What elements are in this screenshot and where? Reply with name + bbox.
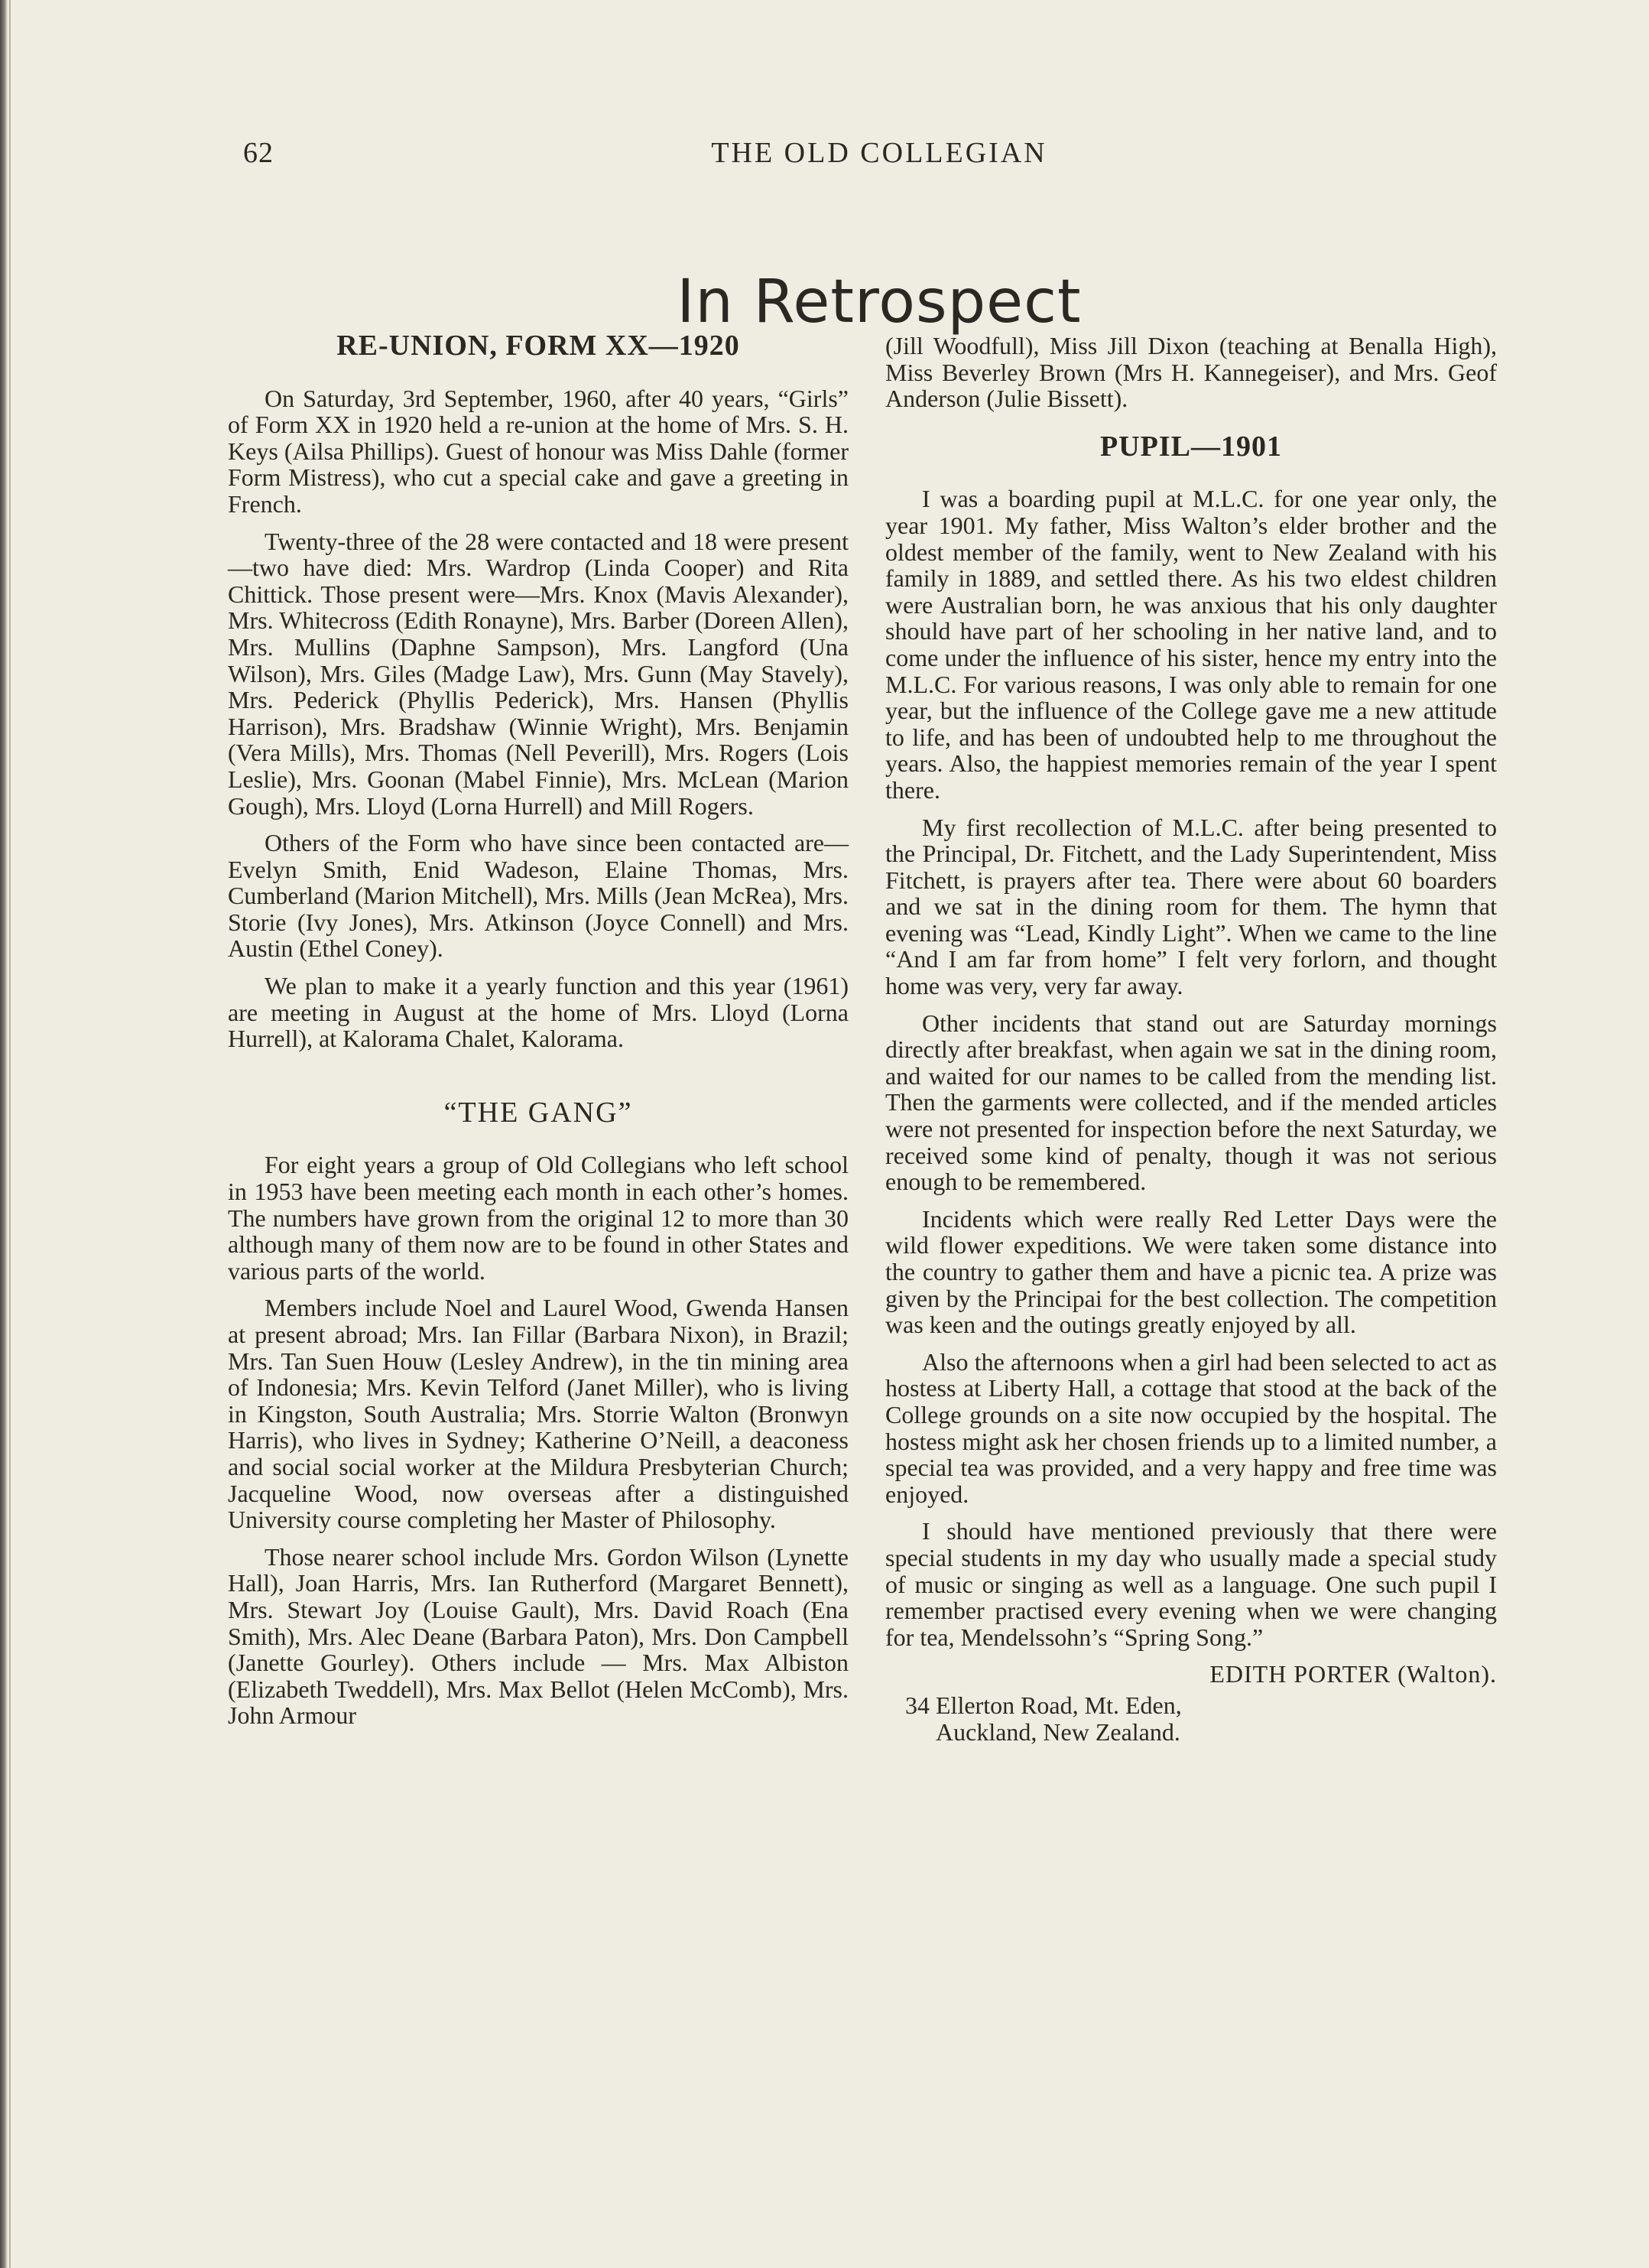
- article-title: In Retrospect: [677, 268, 1082, 337]
- reunion-paragraph: On Saturday, 3rd September, 1960, after 40 years, “Girls” of Form XX in 1920 held a re-union at the home of Mrs. S. H. Keys (Ailsa Phillips). Guest of honour was Miss Dahle (former Form Mistress), who cut a special cake and gave a greeting in French.: [228, 384, 849, 518]
- running-title: THE OLD COLLEGIAN: [711, 137, 1047, 169]
- gang-paragraph-continued: (Jill Woodfull), Miss Jill Dixon (teaching at Benalla High), Miss Beverley Brown (Mrs H. Kannegeiser), and Mrs. Geof Anderson (Julie Bissett).: [885, 332, 1497, 413]
- gang-paragraph: Those nearer school include Mrs. Gordon Wilson (Lynette Hall), Joan Harris, Mrs. Ian Rutherford (Margaret Bennett), Mrs. Stewart Joy (Louise Gault), Mrs. David Roach (Ena Smith), Mrs. Alec Deane (Barbara Paton), Mrs. Don Campbell (Janette Gourley). Others include — Mrs. Max Albiston (Elizabeth Tweddell), Mrs. Max Bellot (Helen McComb), Mrs. John Armour: [228, 1542, 849, 1730]
- gang-paragraph: Members include Noel and Laurel Wood, Gwenda Hansen at present abroad; Mrs. Ian Fillar (Barbara Nixon), in Brazil; Mrs. Tan Suen Houw (Lesley Andrew), in the tin mining area of Indonesia; Mrs. Kevin Telford (Janet Miller), who is living in Kingston, South Australia; Mrs. Storrie Walton (Bronwyn Harris), who lives in Sydney; Katherine O’Neill, a deaconess and social social worker at the Mildura Presbyterian Church; Jacqueline Wood, now overseas after a distinguished University course completing her Master of Philosophy.: [228, 1294, 849, 1534]
- reunion-paragraph: We plan to make it a yearly function and this year (1961) are meeting in August at the home of Mrs. Lloyd (Lorna Hurrell), at Kalorama Chalet, Kalorama.: [228, 972, 849, 1053]
- pupil-paragraph: Other incidents that stand out are Saturday mornings directly after breakfast, when again we sat in the dining room, and waited for our names to be called from the mending list. Then the garments were collected, and if the mended articles were not presented for inspection before the next Saturday, we received some kind of penalty, though it was not serious enough to be remembered.: [885, 1009, 1497, 1196]
- page-edge-line: [9, 0, 11, 2268]
- left-column: [228, 330, 849, 1740]
- page-spine-shadow: [0, 0, 8, 2268]
- author-address-line2: Auckland, New Zealand.: [936, 1717, 1180, 1746]
- reunion-paragraph: Others of the Form who have since been contacted are—Evelyn Smith, Enid Wadeson, Elaine Thomas, Mrs. Cumberland (Marion Mitchell), Mrs. Mills (Jean McRea), Mrs. Storie (Ivy Jones), Mrs. Atkinson (Joyce Connell) and Mrs. Austin (Ethel Coney).: [228, 829, 849, 963]
- right-column: [885, 333, 1497, 1745]
- pupil-heading: PUPIL—1901: [1100, 430, 1282, 463]
- page-number: 62: [243, 137, 274, 169]
- pupil-paragraph: Also the afternoons when a girl had been selected to act as hostess at Liberty Hall, a cottage that stood at the back of the College grounds on a site now occupied by the hospital. The hostess might ask her chosen friends up to a limited number, a special tea was provided, and a very happy and free time was enjoyed.: [885, 1347, 1497, 1508]
- reunion-paragraph: Twenty-three of the 28 were contacted and 18 were present—two have died: Mrs. Wardrop (Linda Cooper) and Rita Chittick. Those present were—Mrs. Knox (Mavis Alexander), Mrs. Whitecross (Edith Ronayne), Mrs. Barber (Doreen Allen), Mrs. Mullins (Daphne Sampson), Mrs. Langford (Una Wilson), Mrs. Giles (Madge Law), Mrs. Gunn (May Stavely), Mrs. Pederick (Phyllis Pederick), Mrs. Hansen (Phyllis Harrison), Mrs. Bradshaw (Winnie Wright), Mrs. Benjamin (Vera Mills), Mrs. Thomas (Nell Peverill), Mrs. Rogers (Lois Leslie), Mrs. Goonan (Mabel Finnie), Mrs. McLean (Marion Gough), Mrs. Lloyd (Lorna Hurrell) and Mill Rogers.: [228, 527, 849, 820]
- author-signature: EDITH PORTER (Walton).: [1209, 1660, 1497, 1688]
- pupil-paragraph: I should have mentioned previously that there were special students in my day who usually made a special study of music or singing as well as a language. One such pupil I remember practised every evening when we were changing for tea, Mendelssohn’s “Spring Song.”: [885, 1517, 1497, 1651]
- pupil-paragraph: My first recollection of M.L.C. after being presented to the Principal, Dr. Fitchett, and the Lady Superintendent, Miss Fitchett, is prayers after tea. There were about 60 boarders and we sat in the dining room for them. The hymn that evening was “Lead, Kindly Light”. When we came to the line “And I am far from home” I felt very forlorn, and thought home was very, very far away.: [885, 813, 1497, 1000]
- gang-paragraph: For eight years a group of Old Collegians who left school in 1953 have been meeting each month in each other’s homes. The numbers have grown from the original 12 to more than 30 although many of them now are to be found in other States and various parts of the world.: [228, 1151, 849, 1285]
- reunion-heading: RE-UNION, FORM XX—1920: [336, 330, 740, 362]
- pupil-paragraph: Incidents which were really Red Letter Days were the wild flower expeditions. We were taken some distance into the country to gather them and have a picnic tea. A prize was given by the Principai for the best collection. The competition was keen and the outings greatly enjoyed by all.: [885, 1204, 1497, 1339]
- gang-heading: “THE GANG”: [443, 1096, 633, 1129]
- page-header: [229, 136, 1529, 182]
- author-address-line1: 34 Ellerton Road, Mt. Eden,: [905, 1691, 1182, 1719]
- pupil-paragraph: I was a boarding pupil at M.L.C. for one year only, the year 1901. My father, Miss Walton’s elder brother and the oldest member of the family, went to New Zealand with his family in 1889, and settled there. As his two eldest children were Australian born, he was anxious that his only daughter should have part of her schooling in her native land, and to come under the influence of his sister, hence my entry into the M.L.C. For various reasons, I was only able to remain for one year, but the influence of the College gave me a new attitude to life, and has been of undoubted help to me throughout the years. Also, the happiest memories remain of the year I spent there.: [885, 485, 1497, 804]
